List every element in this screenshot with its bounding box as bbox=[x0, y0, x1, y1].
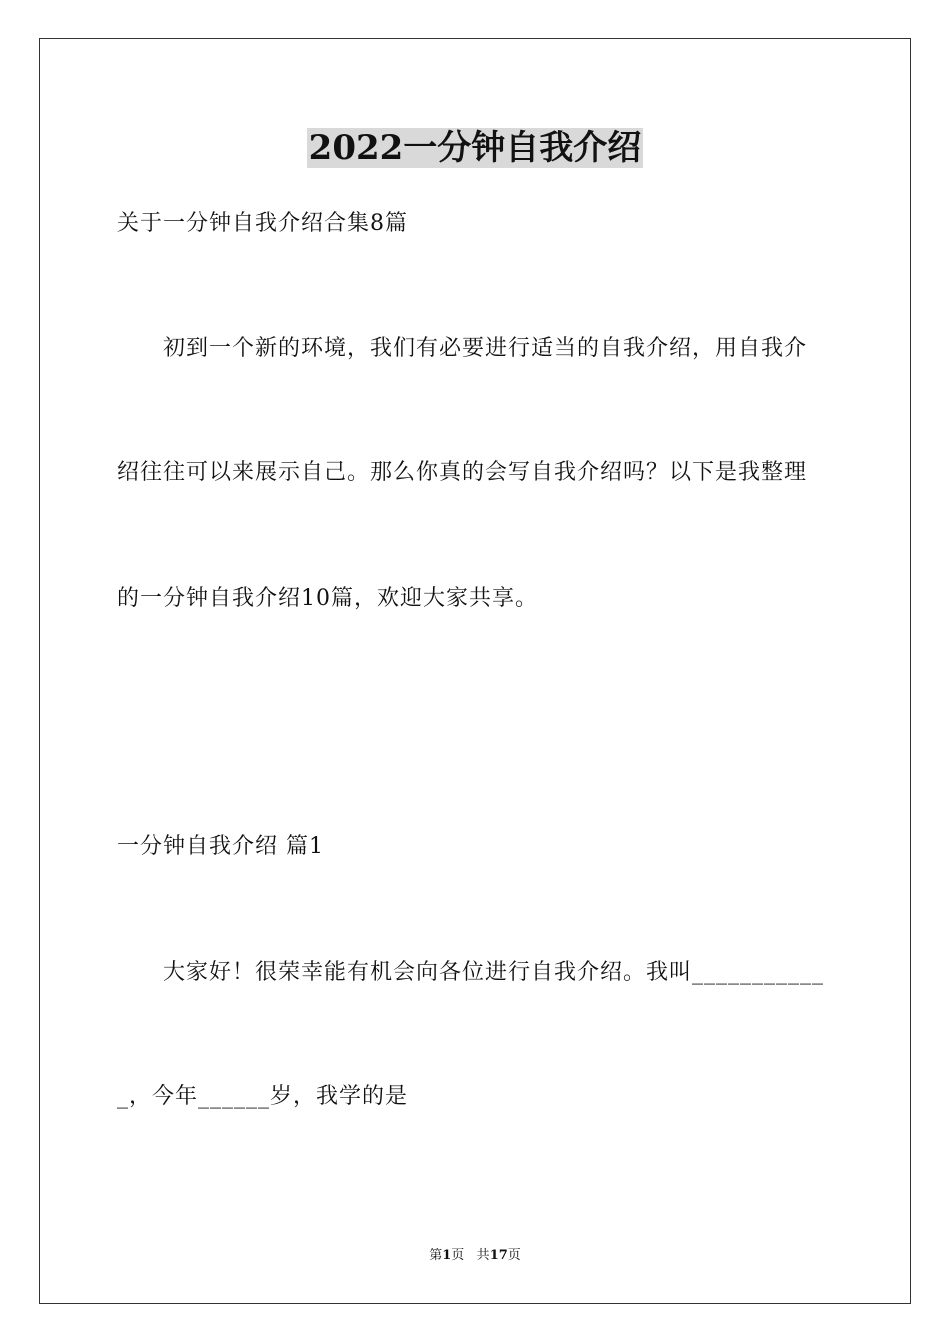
intro-line-2: 绍往往可以来展示自己。那么你真的会写自我介绍吗？以下是我整理 bbox=[117, 460, 808, 485]
total-suffix: 页 bbox=[507, 1248, 521, 1263]
intro-line-1: 初到一个新的环境，我们有必要进行适当的自我介绍，用自我介 bbox=[163, 336, 808, 361]
document-title-text: 2022一分钟自我介绍 bbox=[308, 128, 642, 168]
page-suffix: 页 bbox=[451, 1248, 465, 1263]
page-footer bbox=[0, 1247, 950, 1265]
total-prefix: 共 bbox=[476, 1248, 490, 1263]
page-current: 1 bbox=[442, 1248, 452, 1263]
intro-line-3: 的一分钟自我介绍10篇，欢迎大家共享。 bbox=[117, 586, 538, 611]
section-line-2: _，今年______岁，我学的是 bbox=[117, 1084, 409, 1109]
section-heading: 一分钟自我介绍 篇1 bbox=[117, 834, 324, 859]
document-subtitle: 关于一分钟自我介绍合集8篇 bbox=[117, 211, 408, 236]
document-title bbox=[0, 126, 950, 170]
total-pages: 17 bbox=[489, 1248, 508, 1263]
section-line-1: 大家好！很荣幸能有机会向各位进行自我介绍。我叫___________ bbox=[163, 960, 825, 985]
page-prefix: 第 bbox=[429, 1248, 443, 1263]
